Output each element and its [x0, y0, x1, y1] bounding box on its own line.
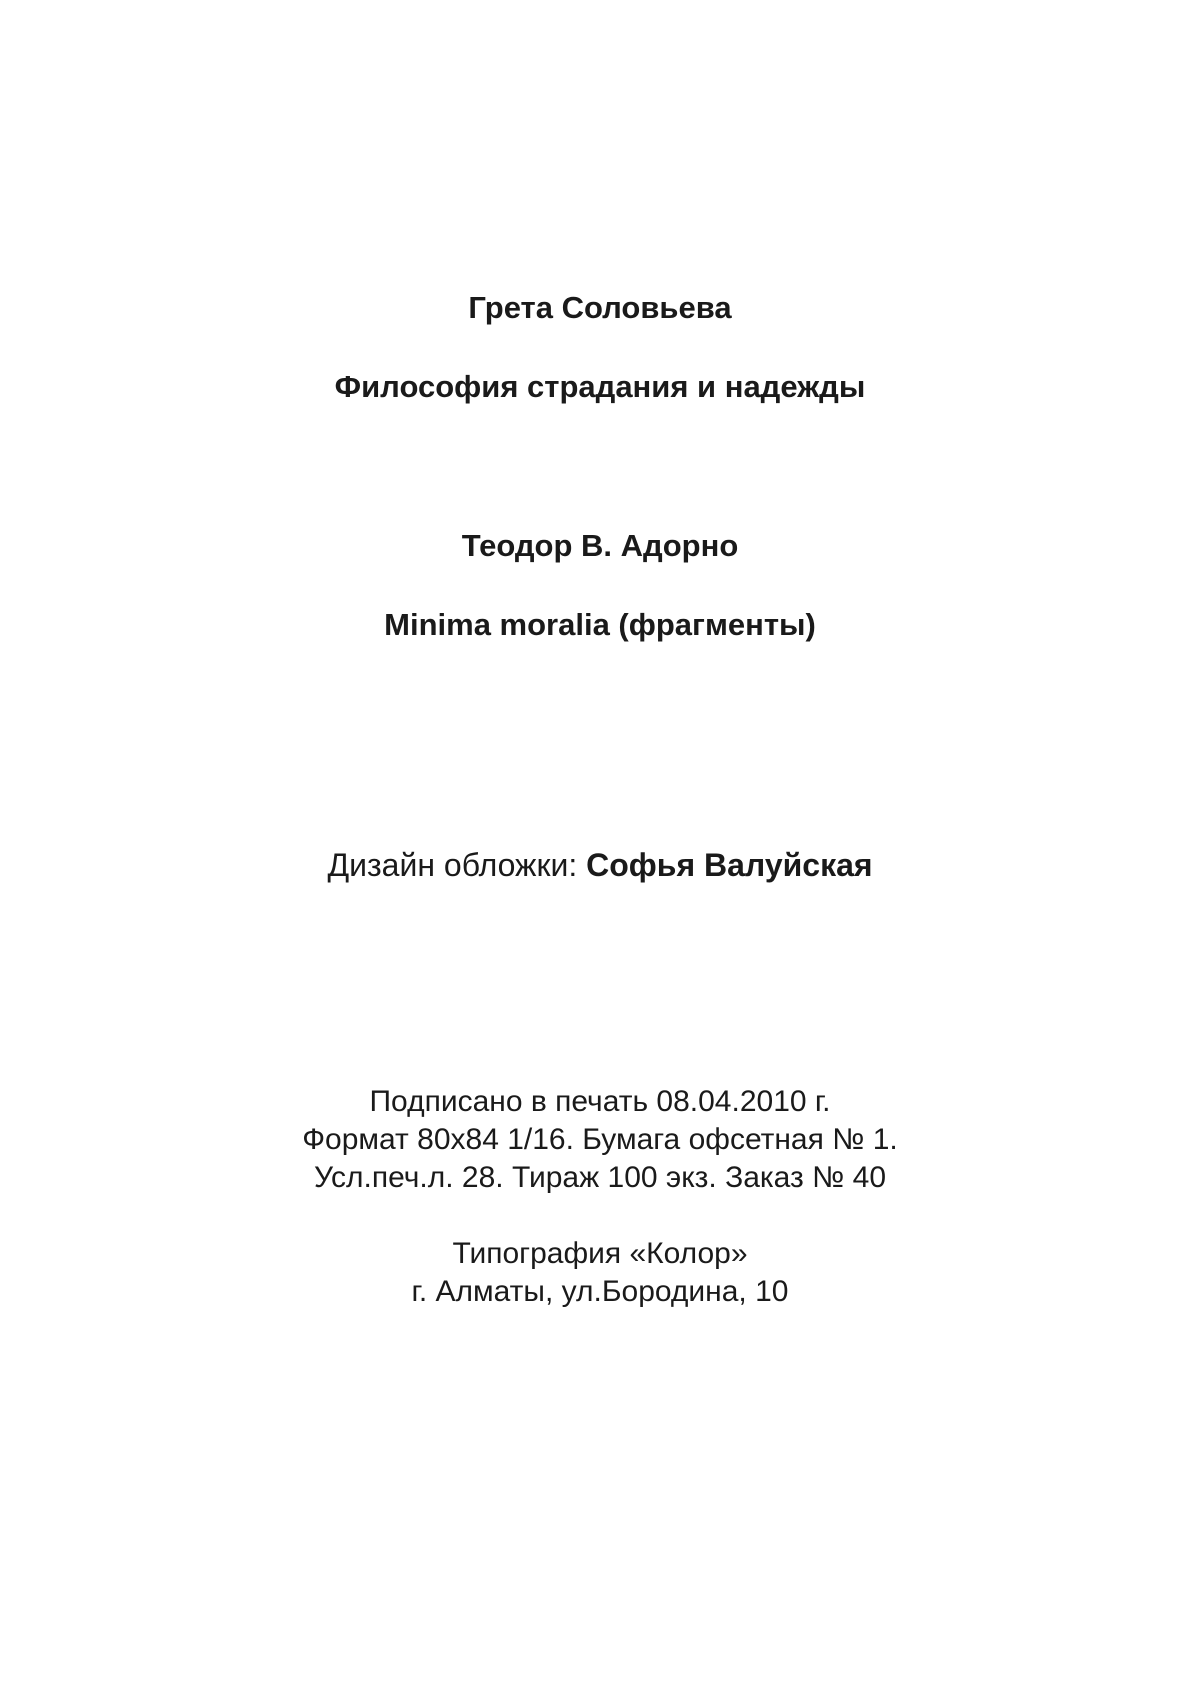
imprint-line: Усл.печ.л. 28. Тираж 100 экз. Заказ № 40	[313, 1161, 887, 1194]
second-author: Теодор В. Адорно	[461, 528, 739, 563]
printer-address: г. Алматы, ул.Бородина, 10	[411, 1275, 789, 1308]
cover-design-credit	[0, 847, 1200, 884]
imprint-line: Подписано в печать 08.04.2010 г.	[369, 1085, 831, 1118]
cover-designer-name: Софья Валуйская	[586, 847, 873, 883]
cover-design-label: Дизайн обложки:	[327, 847, 578, 883]
imprint-line: Формат 80x84 1/16. Бумага офсетная № 1.	[302, 1123, 898, 1156]
printer-name: Типография «Колор»	[452, 1237, 748, 1270]
first-author: Грета Соловьева	[468, 290, 732, 325]
first-title: Философия страдания и надежды	[334, 369, 866, 404]
second-title: Minima moralia (фрагменты)	[384, 607, 816, 642]
